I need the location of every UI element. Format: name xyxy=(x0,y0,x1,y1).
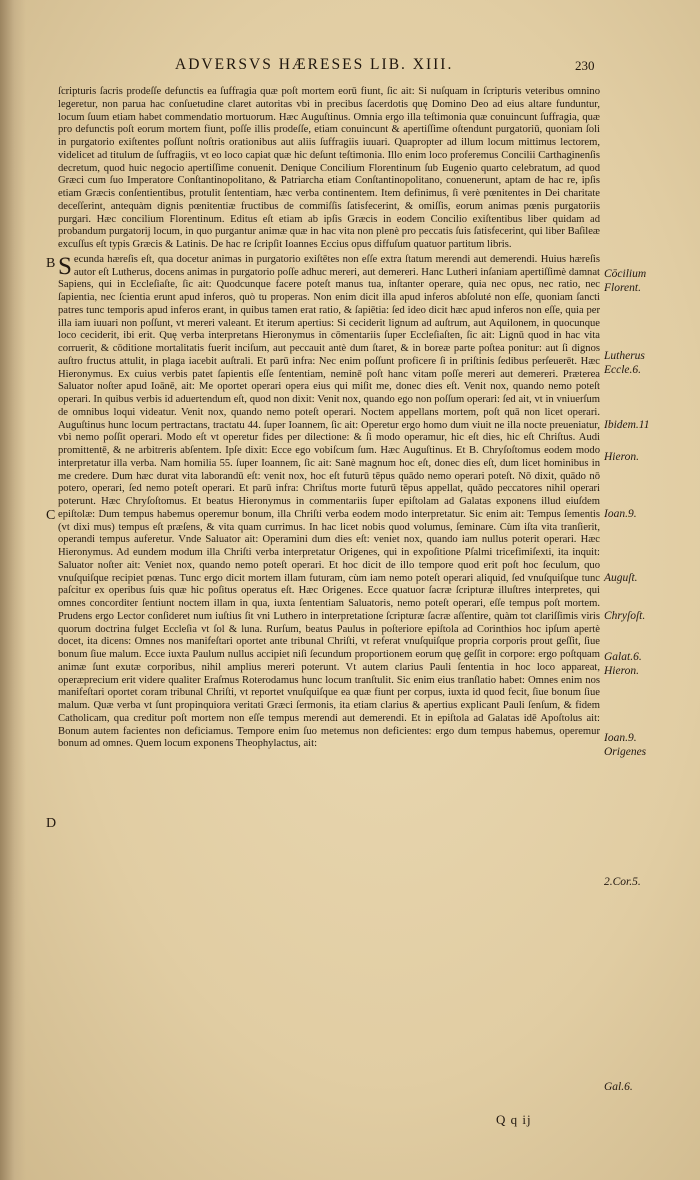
paragraph-first: ſcripturis ſacris prodeſſe defunctis ea ſuffragia quæ poſt mortem eorū fiunt, ſic ait: Si nuſquam in ſcripturis veteribus omnino legeretur, non parua hac conſuetudine claret autoritas vbi in precibus ſacerdotis quę Domino Deo ad eius altare funduntur, locum ſuum etiam habet commendatio mortuorum. Hæc Auguſtinus. Omnia ergo illa teſtimonia quæ conuincunt ſuffragia, quæ pro defunctis poſt eorum mortem fiunt, poſſe illis prodeſſe, etiam conuincunt & apertiſſime oſtendunt purgatoriū, quoniam ſoli in purgatorio exiſtentes poſſunt noſtris orationibus aut aliis ſuffragiis iuuari. Quapropter ad illum locum mittimus lectorem, videlicet ad titulum de ſuffragiis, vt eo loco capiat quæ hic deſunt teſtimonia. Illo enim loco proferemus Concilii Carthaginenſis decretum, quod huic negocio apertiſſime conuenit. Denique Concilium Florentinum ſub Eugenio quarto celebratum, ad quod Græci cum ſuo Imperatore Conſtantinopolitano, & Patriarcha etiam Conſtantinopolitano, conuenerunt, aptam de hac re, ipſis etiam Græcis conſentientibus, protulit ſententiam, hæc verba continentem. Item definimus, ſi verè pœnitentes in Dei charitate deceſſerint, antequàm dignis pœnitentiæ fructibus de commiſſis ſatisfecerint, & omiſſis, eorum animas pœnis purgatoriis purgari. Hæc concilium Florentinum. Editus eſt etiam ab ipſis Græcis in eodem Concilio exiſtentibus liber quidam ad probandum purgatorij locum, in quo purgantur animæ quæ in hac vita non plenè pro peccatis ſuis ſatisfecerint, qui liber Baſileæ excuſſus eſt typis Græcis & Latinis. De hac re ſcripſit Ioannes Eccius opus diffuſum quatuor partitum libris. xyxy=(58,86,600,250)
gloss-2-cor-5: 2.Cor.5. xyxy=(604,876,641,888)
main-text-block xyxy=(58,86,600,753)
page-gutter-shadow xyxy=(0,0,26,1180)
gloss-chrysost: Chryſoſt. xyxy=(604,610,646,622)
section-letter-c: C xyxy=(46,508,56,523)
gloss-ioan-9a: Ioan.9. xyxy=(604,508,637,520)
page-number: 230 xyxy=(575,58,595,73)
section-letter-d: D xyxy=(46,816,57,831)
gloss-ioan-9b: Ioan.9. xyxy=(604,732,637,744)
gloss-hieron-1: Hieron. xyxy=(604,451,640,463)
running-header xyxy=(0,56,700,80)
gloss-ibidem: Ibidem.11 xyxy=(604,419,650,431)
paragraph-secunda-haeresis: Secunda hæreſis eſt, qua docetur animas in purgatorio exiſtētes non eſſe extra ſtatum merendi aut demerendi. Huius hæreſis autor eſt Lutherus, docens animas in purgatorio poſſe adhuc mereri, aut demereri. Hanc Lutheri inſaniam apertiſſimè damnat Sapiens, qui in Eccleſiaſte, ſic ait: Quodcunque facere poteſt manus tua, inſtanter operare, quia nec opus, nec ratio, nec ſapientia, nec ſcientia erunt apud inferos, quò tu properas. Non enim dicit illa apud inferos abſoluté non eſſe, quoniam ſancti patres tunc temporis apud inferos erant, in quibus tamen erat ratio, & ſapiētia: ſed ideo dicit hæc apud inferos non eſſe, quia per illa iam iuuari non poſſunt, vt mereri valeant. Et iterum apertius: Si ceciderit lignum ad auſtrum, aut Aquilonem, in quocunque loco ceciderit, ibi erit. Quę verba interpretans Hieronymus in cōmentariis ſuper Eccleſiaſten, ſic ait: Lignū quod in hac vita corruerit, & cōditione mortalitatis fuerit inciſum, aut peccauit antè dum ſtaret, & in boreæ parte poſtea ponitur: aut ſi dignos auſtro fructus attulit, in plaga iacebit auſtrali. Et parū infra: Nec enim poſſunt proficere ſi in priſtinis ſedibus perſeuerēt. Hæc Hieronymus. Ex cuius verbis patet ſapientis eſſe ſententiam, neminē poſt hanc vitam poſſe mereri aut demereri. Præterea Saluator noſter apud Ioānē, ait: Me oportet operari opera eius qui miſit me, donec dies eſt. Venit nox, quando nemo poteſt operari. In quibus verbis id aduertendum eſt, quod non dixit: Venit nox, quando ego non poſſum operari: ſed ait, vt in vniuerſum de omnibus loqui videatur. Venit nox, quando nemo poteſt operari. Noctem appellans mortem, poſt quā non licet operari. Auguſtinus hunc locum pertractans, tractatu 44. ſuper Ioannem, ſic ait: Operetur ergo homo dum viuit ne illa nocte preueniatur, vbi nemo poſſit operari. Modo eſt vt operetur fides per dilectione: & ſi modo operamur, hic eſt dies, hic eſt Chriſtus. Audi promittentē, & ne arbitreris abſentem. Ipſe dixit: Ecce ego vobiſcum ſum. Hæc Auguſtinus. Et B. Chryſoſtomus eodem modo interpretatur illa verba. Nam homilia 55. ſuper Ioannem, ſic ait: Sanè magnum hoc eſt, donec dies eſt, dum licet hominibus in me credere. Dum hæc durat vita laborandū eſt: venit nox, hoc eſt futurū tēpus quādo nemo operari poteſt. Nō dixit, quādo nō potero, operari, ſed nemo poteſt operari. Et parū infra: Chriſtus morte futurū tēpus appellat, quādo peccatores nihil operari poterunt. Hæc Chryſoſtomus. Et beatus Hieronymus in commentariis ſuper epiſtolam ad Galatas exponens illud eiuſdem epiſtolæ: Dum tempus habemus operemur bonum, illa Chriſti verba eodem modo interpretatur. Sic enim ait: Tempus ſementis (vt dixi mus) tempus eſt præſens, & vita quam currimus. In hac licet nobis quod volumus, ſeminare. Cùm iſta vita tranſierit, operandi tempus auferetur. Vnde Saluator ait: Operamini dum dies eſt: veniet nox, quando iam nullus poterit operari. Hæc Hieronymus. Ad eundem modum illa Chriſti verba interpretatur Origenes, qui in expoſitione Pſalmi tricefimiſexti, ita inquit: Saluator noſter ait: Veniet nox, quando nemo poteſt operari. Et hoc dicit de illo tempore quod erit poſt hoc ſeculum, quo vnuſquiſque recipiet pœnas. Tunc ergo dicit mortem illam futuram, cùm iam nemo poteſt operari aliquid, ſed vnuſquiſque tunc paſcitur ex operibus ſuis quæ hic poſitus operatus eſt. Hæc Origenes. Ecce quatuor ſacræ ſcripturæ illuſtres interpretes, qui omnes concorditer ſentiunt noctem illam in qua, iuxta ſententiam Saluatoris, nemo poteſt operari, eſſe tempus poſt mortem. Prudens ergo Lector conſideret num iuſtius ſit vni Luthero in interpretatione ſcripturæ ſacræ aſſentire, quàm tot clariſſimis viris quorum doctrina fulget Eccleſia vt ſol & luna. Rurſum, beatus Paulus in poſteriore epiſtola ad Corinthios hoc ipſum apertè docet, ita dicens: Omnes nos manifeſtari oportet ante tribunal Chriſti, vt referat vnuſquiſque propria corporis prout geſſit, ſiue bonum ſiue malum. Ecce iuxta Paulum nullus accipiet niſi ſecundum proportionem eorum quę geſſit in corpore: ergo poſtquam animæ ſunt exutæ corporibus, nihil amplius mereri poterunt. Vt autem clarius Pauli ſententia in hoc loco appareat, operæprecium erit videre qualiter Eraſmus Roterodamus hunc locum tranſtulit. Sic enim eius tranſlatio habet: Omnes enim nos manifeſtari oportet coram tribunal Chriſti, vt reportet vnuſquiſque ea quæ fiunt per corpus, iuxta id quod fecit, ſiue bonum ſiue malum. Quæ verba vt ſunt propinquiora veritati Græci ſermonis, ita etiam clarius & apertius explicant Pauli ſenſum, & fidem Catholicam, qua creditur poſt mortem non eſſe tempus merendi aut demerendi. Et in epiſtola ad Galatas idē Apoſtolus ait: Bonum autem facientes non deficiamus. Tempore enim ſuo metemus non deficientes: ergo dum tempus habemus, operemur bonum ad omnes. Quem locum exponens Theophylactus, ait: xyxy=(58,252,600,750)
gloss-concilium: Cōcilium xyxy=(604,268,647,280)
gloss-florent: Florent. xyxy=(604,282,641,294)
running-title: ADVERSVS HÆRESES LIB. XIII. xyxy=(175,56,454,73)
signature-mark: Q q ij xyxy=(496,1112,532,1127)
gloss-august: Auguſt. xyxy=(604,572,638,584)
gloss-origenes: Origenes xyxy=(604,746,647,758)
gloss-gal-6: Gal.6. xyxy=(604,1081,633,1093)
gloss-galat-6: Galat.6. xyxy=(604,651,642,663)
gloss-hieron-2: Hieron. xyxy=(604,665,640,677)
section-letter-b: B xyxy=(46,256,56,271)
gloss-eccle: Eccle.6. xyxy=(604,364,642,376)
gloss-lutherus: Lutherus xyxy=(604,350,645,362)
